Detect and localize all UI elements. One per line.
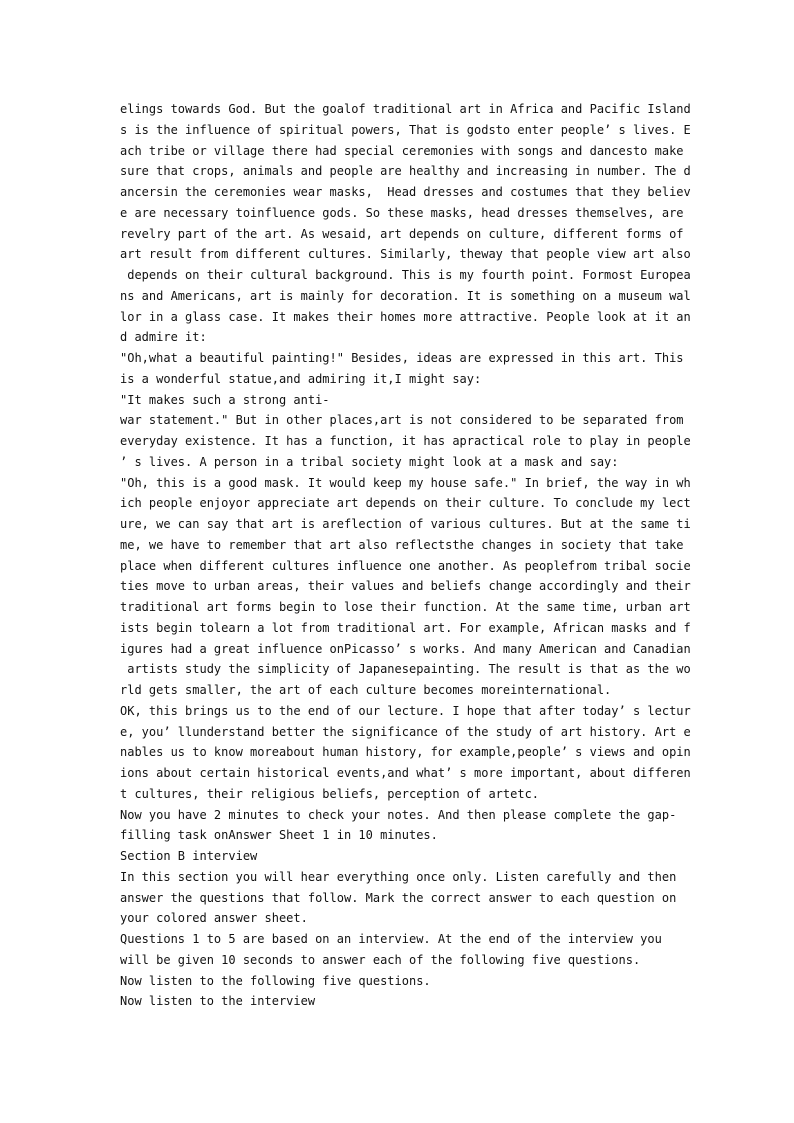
text-line: answer the questions that follow. Mark the correct answer to each question on [120,890,677,905]
text-line: Now listen to the interview [120,994,316,1009]
text-line: In this section you will hear everything once only. Listen carefully and then [120,869,677,884]
text-line: ach tribe or village there had special ceremonies with songs and dancesto make [120,143,684,158]
text-line: rld gets smaller, the art of each culture becomes moreinternational. [120,683,612,697]
text-line: e are necessary toinfluence gods. So these masks, head dresses themselves, are [120,205,684,220]
text-line: ists begin tolearn a lot from traditional art. For example, African masks and f [120,620,691,635]
text-line: ure, we can say that art is areflection of various cultures. But at the same ti [120,517,691,531]
text-line: t cultures, their religious beliefs, perception of artetc. [120,786,540,801]
text-line: Now you have 2 minutes to check your notes. And then please complete the gap- [120,807,677,822]
text-line: is a wonderful statue,and admiring it,I might say: [120,371,482,386]
text-line: art result from different cultures. Similarly, theway that people view art also [120,247,691,262]
text-line: sure that crops, animals and people are healthy and increasing in number. The d [120,164,691,179]
text-line: will be given 10 seconds to answer each of the following five questions. [120,952,641,967]
text-line: Now listen to the following five questions. [120,973,431,988]
text-line: ties move to urban areas, their values and beliefs change accordingly and their [120,579,691,594]
text-line: Questions 1 to 5 are based on an interview. At the end of the interview you [120,932,662,946]
text-line: artists study the simplicity of Japanesepainting. The result is that as the wo [120,662,691,677]
text-line: ancersin the ceremonies wear masks, Head dresses and costumes that they believ [120,185,691,199]
text-line: ions about certain historical events,and what’ s more important, about differen [120,766,691,780]
text-line: depends on their cultural background. This is my fourth point. Formost Europea [120,268,691,282]
text-line: nables us to know moreabout human history, for example,people’ s views and opin [120,745,691,760]
text-line: everyday existence. It has a function, it has apractical role to play in people [120,434,691,448]
text-line: "Oh,what a beautiful painting!" Besides, ideas are expressed in this art. This [120,351,684,365]
text-line: revelry part of the art. As wesaid, art depends on culture, different forms of [120,226,684,241]
text-line: your colored answer sheet. [120,911,308,926]
text-line: filling task onAnswer Sheet 1 in 10 minutes. [120,828,438,843]
text-line: igures had a great influence onPicasso’ s works. And many American and Canadian [120,641,691,656]
text-line: ich people enjoyor appreciate art depends on their culture. To conclude my lect [120,496,691,511]
text-line: traditional art forms begin to lose their function. At the same time, urban art [120,600,691,614]
document-text [120,99,691,1012]
text-line: OK, this brings us to the end of our lecture. I hope that after today’ s lectur [120,703,691,718]
text-line: "It makes such a strong anti- [120,392,330,407]
text-line: ns and Americans, art is mainly for decoration. It is something on a museum wal [120,288,691,303]
text-line: elings towards God. But the goalof traditional art in Africa and Pacific Island [120,102,691,116]
text-line: me, we have to remember that art also reflectsthe changes in society that take [120,537,684,552]
text-line: ’ s lives. A person in a tribal society might look at a mask and say: [120,454,619,469]
text-line: d admire it: [120,330,207,345]
text-line: war statement." But in other places,art is not considered to be separated from [120,413,684,428]
text-line: "Oh, this is a good mask. It would keep my house safe." In brief, the way in wh [120,475,691,490]
section-heading: Section B interview [120,849,258,863]
text-line: s is the influence of spiritual powers, That is godsto enter people’ s lives. E [120,122,691,137]
text-line: lor in a glass case. It makes their homes more attractive. People look at it an [120,309,691,324]
text-line: e, you’ llunderstand better the significance of the study of art history. Art e [120,724,691,739]
text-line: place when different cultures influence one another. As peoplefrom tribal socie [120,558,691,573]
